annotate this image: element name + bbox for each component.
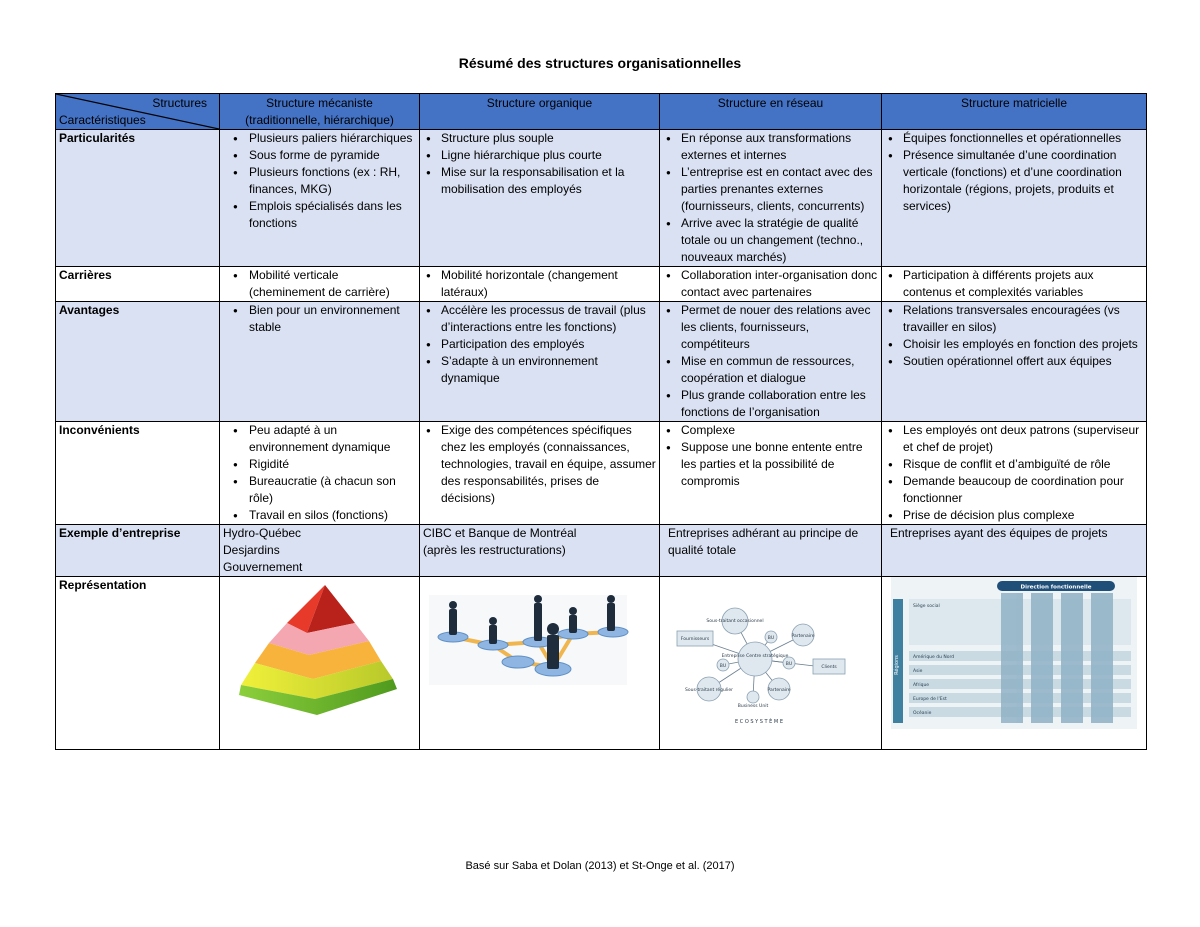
- bullet-list: [663, 267, 878, 301]
- bullet-list: [885, 130, 1143, 215]
- bullet-item: ● S’adapte à un environnement dynamique: [423, 353, 656, 387]
- cell-reseau: [660, 525, 882, 577]
- matrix-structure-image: [885, 577, 1143, 737]
- bullet-item: ● Bureaucratie (à chacun son rôle): [223, 473, 416, 507]
- row-label: Particularités: [56, 130, 220, 267]
- column-header-sublabel: (traditionnelle, hiérarchique): [245, 113, 394, 127]
- header-row: [56, 94, 1147, 130]
- bullet-item: ● Ligne hiérarchique plus courte: [423, 147, 656, 164]
- text-line: qualité totale: [668, 543, 737, 557]
- cell-organique: [420, 422, 660, 525]
- cell-mecaniste-image: [220, 577, 420, 750]
- text-lines: [890, 525, 1143, 542]
- bullet-item: ● Risque de conflit et d’ambiguïté de rôle: [885, 456, 1143, 473]
- network-node-label: Business Unit: [737, 704, 769, 709]
- text-lines: [668, 525, 878, 559]
- text-lines: [223, 525, 416, 576]
- bullet-list: [663, 130, 878, 266]
- bullet-item: ● Plusieurs paliers hiérarchiques: [223, 130, 416, 147]
- text-line: Hydro-Québec: [223, 526, 302, 540]
- cell-organique: [420, 525, 660, 577]
- bullet-item: ● Demande beaucoup de coordination pour fonctionner: [885, 473, 1143, 507]
- bullet-item: ● Suppose une bonne entente entre les parties et la possibilité de compromis: [663, 439, 878, 490]
- network-node-label: Fournisseurs: [680, 637, 710, 642]
- page-title: Résumé des structures organisationnelles: [458, 55, 742, 71]
- cell-mecaniste: [220, 130, 420, 267]
- bullet-list: [423, 130, 656, 198]
- cell-matricielle: [882, 525, 1147, 577]
- bullet-item: ● Emplois spécialisés dans les fonctions: [223, 198, 416, 232]
- network-node-label: Sous-traitant occasionnel: [706, 619, 764, 624]
- cell-reseau: [660, 267, 882, 302]
- matrix-header-label: Direction fonctionnelle: [1020, 584, 1092, 591]
- column-header-label: Structure organique: [486, 96, 593, 110]
- matrix-side-label: Régions: [894, 655, 900, 675]
- bullet-item: ● Les employés ont deux patrons (superviseur et chef de projet): [885, 422, 1143, 456]
- bullet-item: ● Présence simultanée d’une coordination verticale (fonctions) et d’une coordination horizontale (régions, projets, produits et services): [885, 147, 1143, 215]
- bullet-item: ● Équipes fonctionnelles et opérationnelles: [885, 130, 1143, 147]
- ecosystem-network-image: [663, 577, 859, 737]
- cell-matricielle: [882, 302, 1147, 422]
- cell-mecaniste: [220, 267, 420, 302]
- matrix-row-label: Europe de l'Est: [913, 697, 947, 702]
- matrix-row-label: Asie: [913, 669, 923, 674]
- row-label: Avantages: [56, 302, 220, 422]
- column-header-label: Structure mécaniste: [266, 96, 373, 110]
- cell-reseau: [660, 130, 882, 267]
- cell-matricielle: [882, 130, 1147, 267]
- bullet-item: ● Soutien opérationnel offert aux équipes: [885, 353, 1143, 370]
- text-line: Entreprises adhérant au principe de: [668, 526, 859, 540]
- text-line: Entreprises ayant des équipes de projets: [890, 526, 1108, 540]
- text-line: Gouvernement: [223, 560, 303, 574]
- network-node-label: BU: [719, 664, 727, 669]
- bullet-item: ● Sous forme de pyramide: [223, 147, 416, 164]
- corner-header-cell: [56, 94, 220, 130]
- cell-matricielle-image: [882, 577, 1147, 750]
- bullet-item: ● Participation à différents projets aux contenus et complexités variables: [885, 267, 1143, 301]
- bullet-item: ● Peu adapté à un environnement dynamique: [223, 422, 416, 456]
- bullet-list: [663, 302, 878, 421]
- row-particularites: [56, 130, 1147, 267]
- summary-table: [55, 93, 1147, 750]
- bullet-item: ● Exige des compétences spécifiques chez les employés (connaissances, technologies, travail en équipe, assumer des responsabilités, prises de décisions): [423, 422, 656, 507]
- bullet-item: ● Plusieurs fonctions (ex : RH, finances, MKG): [223, 164, 416, 198]
- pyramid-image: [223, 577, 413, 742]
- row-label: Exemple d’entreprise: [56, 525, 220, 577]
- bullet-list: [885, 422, 1143, 524]
- column-header-label: Structure en réseau: [717, 96, 824, 110]
- bullet-item: ● Mise sur la responsabilisation et la mobilisation des employés: [423, 164, 656, 198]
- bullet-list: [423, 302, 656, 387]
- column-header-reseau: [660, 94, 882, 130]
- bullet-item: ● Structure plus souple: [423, 130, 656, 147]
- network-node-label: Partenaire: [791, 634, 815, 639]
- bullet-item: ● En réponse aux transformations externes et internes: [663, 130, 878, 164]
- row-label: Carrières: [56, 267, 220, 302]
- row-representation: [56, 577, 1147, 750]
- bullet-list: [885, 267, 1143, 301]
- text-line: CIBC et Banque de Montréal: [423, 526, 577, 540]
- bullet-item: ● Prise de décision plus complexe: [885, 507, 1143, 524]
- bullet-item: ● Participation des employés: [423, 336, 656, 353]
- bullet-list: [223, 422, 416, 524]
- network-footer-label: E C O S Y S T È M E: [735, 719, 783, 725]
- bullet-item: ● Rigidité: [223, 456, 416, 473]
- bullet-list: [223, 302, 416, 336]
- corner-structures-label: Structures: [152, 96, 207, 110]
- bullet-list: [885, 302, 1143, 370]
- matrix-row-label: Siège social: [913, 604, 940, 609]
- network-node-label: BU: [767, 636, 775, 641]
- bullet-list: [663, 422, 878, 490]
- bullet-item: ● Bien pour un environnement stable: [223, 302, 416, 336]
- row-label: Représentation: [56, 577, 220, 750]
- bullet-list: [223, 267, 416, 301]
- matrix-row-label: Amérique du Nord: [913, 655, 955, 660]
- cell-matricielle: [882, 422, 1147, 525]
- bullet-item: ● Plus grande collaboration entre les fonctions de l’organisation: [663, 387, 878, 421]
- bullet-item: ● Complexe: [663, 422, 878, 439]
- cell-organique-image: [420, 577, 660, 750]
- cell-matricielle: [882, 267, 1147, 302]
- bullet-item: ● Accélère les processus de travail (plus d’interactions entre les fonctions): [423, 302, 656, 336]
- bullet-item: ● L’entreprise est en contact avec des parties prenantes externes (fournisseurs, clients, concurrents): [663, 164, 878, 215]
- bullet-item: ● Arrive avec la stratégie de qualité totale ou un changement (techno., nouveaux marchés): [663, 215, 878, 266]
- cell-mecaniste: [220, 525, 420, 577]
- network-center-label: Entreprise Centre stratégique: [721, 654, 789, 659]
- text-line: (après les restructurations): [423, 543, 566, 557]
- row-label: Inconvénients: [56, 422, 220, 525]
- cell-reseau: [660, 422, 882, 525]
- cell-mecaniste: [220, 302, 420, 422]
- network-node-label: BU: [785, 662, 793, 667]
- bullet-item: ● Choisir les employés en fonction des projets: [885, 336, 1143, 353]
- cell-organique: [420, 302, 660, 422]
- cell-organique: [420, 267, 660, 302]
- cell-organique: [420, 130, 660, 267]
- matrix-row-label: Afrique: [913, 683, 930, 688]
- row-avantages: [56, 302, 1147, 422]
- row-carrieres: [56, 267, 1147, 302]
- row-inconvenients: [56, 422, 1147, 525]
- cell-mecaniste: [220, 422, 420, 525]
- bullet-item: ● Mise en commun de ressources, coopération et dialogue: [663, 353, 878, 387]
- column-header-organique: [420, 94, 660, 130]
- matrix-row-label: Océanie: [913, 711, 932, 716]
- source-footnote: Basé sur Saba et Dolan (2013) et St-Onge et al. (2017): [465, 860, 735, 872]
- bullet-item: ● Mobilité verticale (cheminement de carrière): [223, 267, 416, 301]
- people-network-image: [423, 577, 657, 742]
- bullet-item: ● Permet de nouer des relations avec les clients, fournisseurs, compétiteurs: [663, 302, 878, 353]
- bullet-list: [423, 267, 656, 301]
- row-exemple: [56, 525, 1147, 577]
- network-node-label: Clients: [821, 665, 837, 670]
- bullet-item: ● Travail en silos (fonctions): [223, 507, 416, 524]
- bullet-item: ● Collaboration inter-organisation donc contact avec partenaires: [663, 267, 878, 301]
- network-node-label: Partenaire: [767, 688, 791, 693]
- bullet-list: [423, 422, 656, 507]
- text-lines: [423, 525, 656, 559]
- bullet-list: [223, 130, 416, 232]
- column-header-matricielle: [882, 94, 1147, 130]
- cell-reseau-image: [660, 577, 882, 750]
- column-header-mecaniste: [220, 94, 420, 130]
- column-header-label: Structure matricielle: [960, 96, 1068, 110]
- text-line: Desjardins: [223, 543, 280, 557]
- corner-characteristics-label: Caractéristiques: [59, 113, 146, 127]
- bullet-item: ● Mobilité horizontale (changement latéraux): [423, 267, 656, 301]
- network-node-label: Sous-traitant régulier: [685, 688, 733, 693]
- cell-reseau: [660, 302, 882, 422]
- bullet-item: ● Relations transversales encouragées (vs travailler en silos): [885, 302, 1143, 336]
